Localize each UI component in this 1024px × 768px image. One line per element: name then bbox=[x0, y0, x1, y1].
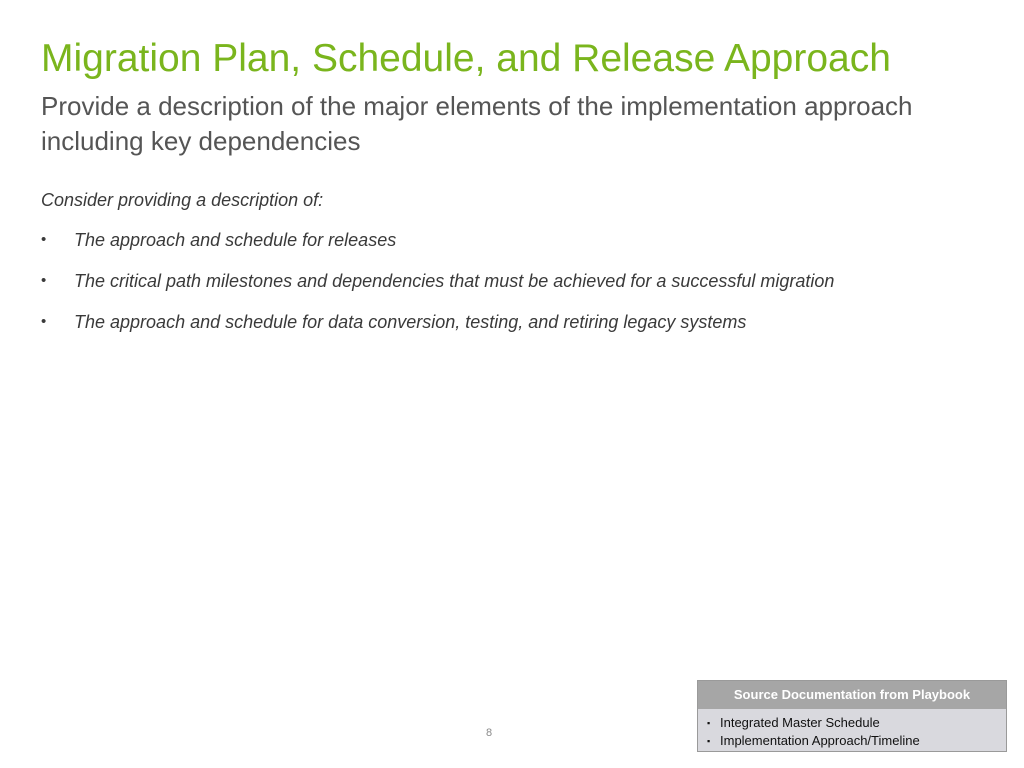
source-item-text: Implementation Approach/Timeline bbox=[720, 733, 920, 748]
source-list bbox=[698, 709, 1006, 750]
source-documentation-box bbox=[697, 680, 1007, 752]
page-number: 8 bbox=[485, 727, 493, 739]
slide-title: Migration Plan, Schedule, and Release Approach bbox=[41, 37, 891, 80]
slide-subtitle: Provide a description of the major elements of the implementation approach including key dependencies bbox=[41, 91, 913, 156]
source-item bbox=[707, 714, 1006, 732]
bullet-text: The critical path milestones and dependencies that must be achieved for a successful migration bbox=[74, 271, 835, 291]
bullet-icon: • bbox=[41, 313, 47, 330]
intro-text: Consider providing a description of: bbox=[41, 190, 324, 210]
bullet-icon: • bbox=[41, 272, 47, 289]
source-item bbox=[707, 732, 1006, 750]
source-item-text: Integrated Master Schedule bbox=[720, 715, 880, 730]
square-bullet-icon: ▪ bbox=[707, 736, 711, 746]
bullet-text: The approach and schedule for data conversion, testing, and retiring legacy systems bbox=[74, 312, 747, 332]
bullet-text: The approach and schedule for releases bbox=[74, 230, 397, 250]
square-bullet-icon: ▪ bbox=[707, 718, 711, 728]
source-box-header: Source Documentation from Playbook bbox=[698, 681, 1006, 709]
bullet-icon: • bbox=[41, 231, 47, 248]
